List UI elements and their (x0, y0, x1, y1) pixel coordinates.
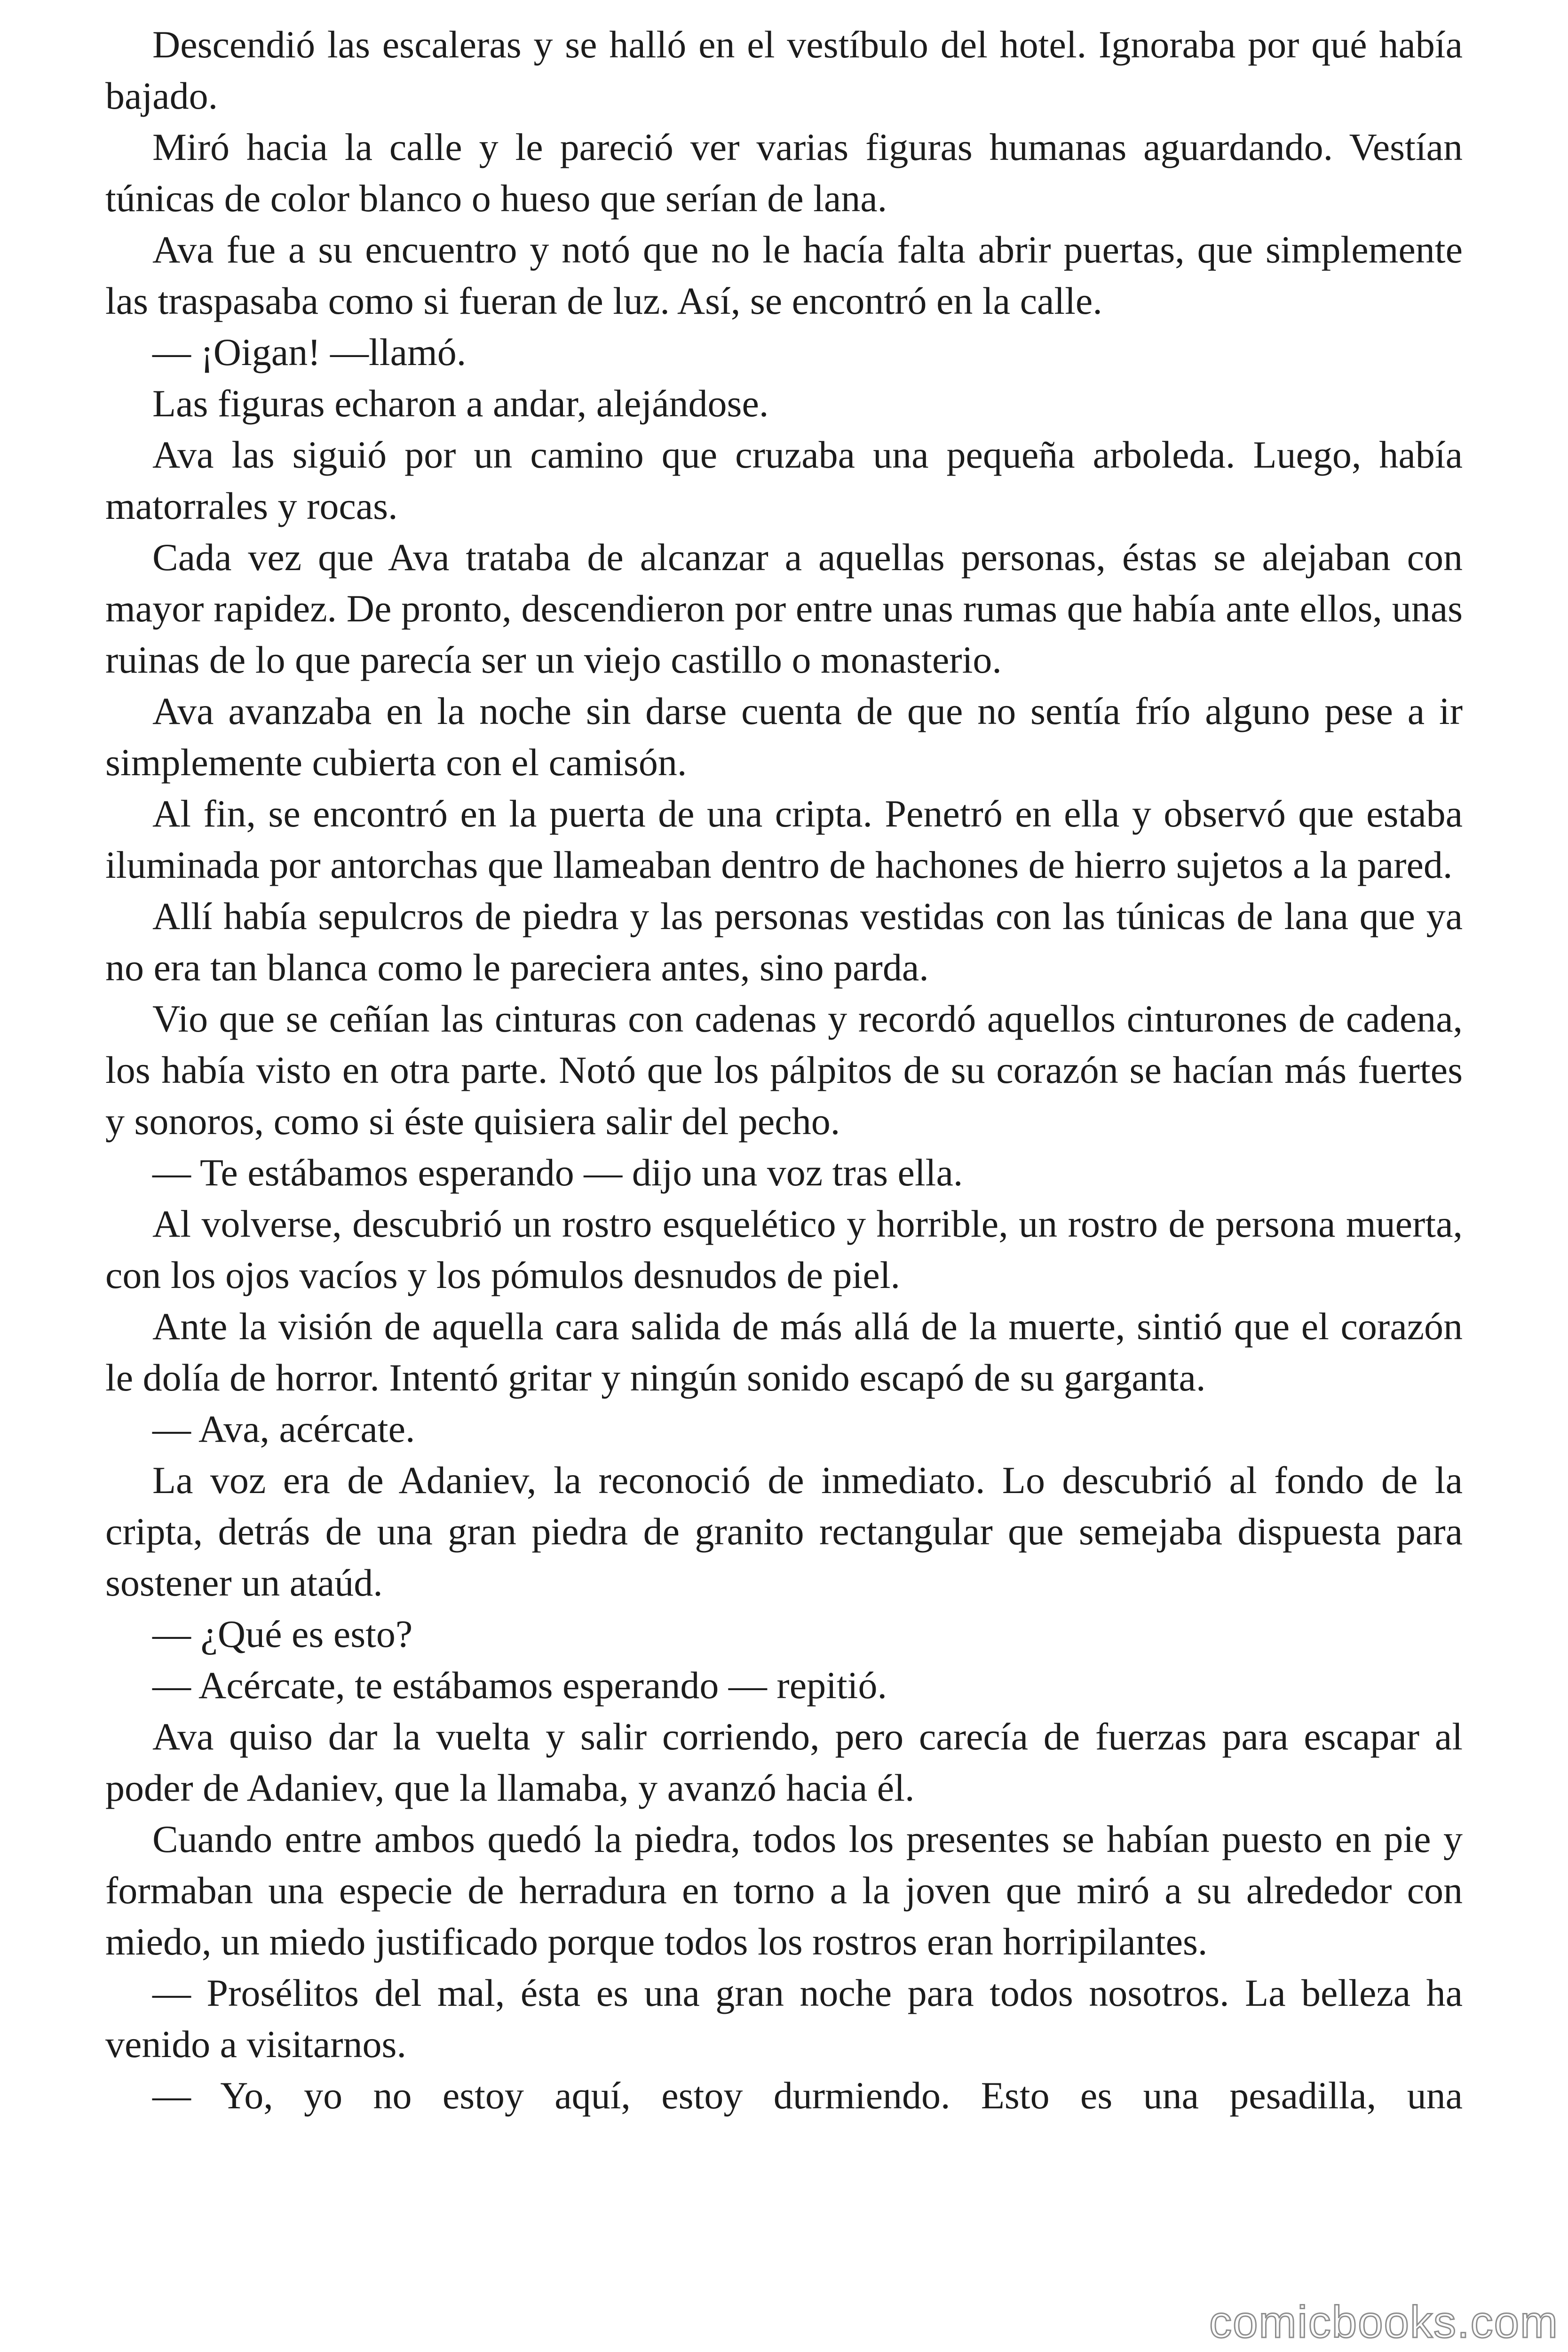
paragraph: Cuando entre ambos quedó la piedra, todos los presentes se habían puesto en pie y formaban una especie de herradura en torno a la joven que miró a su alrededor con miedo, un miedo justificado porque todos los rostros eran horripilantes. (105, 1818, 1463, 1963)
paragraph: — ¿Qué es esto? (152, 1613, 413, 1655)
paragraph: Ava quiso dar la vuelta y salir corriendo, pero carecía de fuerzas para escapar al poder de Adaniev, que la llamaba, y avanzó hacia él. (105, 1715, 1463, 1809)
paragraph: — ¡Oigan! —llamó. (152, 331, 467, 373)
paragraph: Al volverse, descubrió un rostro esquelético y horrible, un rostro de persona muerta, con los ojos vacíos y los pómulos desnudos de piel. (105, 1202, 1463, 1296)
watermark: comicbooks.com (1209, 2297, 1559, 2347)
paragraph: Ava avanzaba en la noche sin darse cuenta de que no sentía frío alguno pese a ir simplemente cubierta con el camisón. (105, 690, 1463, 784)
paragraph: — Yo, yo no estoy aquí, estoy durmiendo. Esto es una pesadilla, una (152, 2074, 1463, 2117)
paragraph: Ava las siguió por un camino que cruzaba una pequeña arboleda. Luego, había matorrales y rocas. (105, 433, 1463, 527)
paragraph: Ava fue a su encuentro y notó que no le hacía falta abrir puertas, que simplemente las traspasaba como si fueran de luz. Así, se encontró en la calle. (105, 228, 1463, 322)
paragraph: Vio que se ceñían las cinturas con cadenas y recordó aquellos cinturones de cadena, los había visto en otra parte. Notó que los pálpitos de su corazón se hacían más fuertes y sonoros, como si éste quisiera salir del pecho. (105, 997, 1463, 1143)
paragraph: — Te estábamos esperando — dijo una voz tras ella. (152, 1151, 963, 1194)
paragraph: Las figuras echaron a andar, alejándose. (152, 382, 769, 425)
page-text (105, 19, 1463, 2121)
paragraph: La voz era de Adaniev, la reconoció de inmediato. Lo descubrió al fondo de la cripta, detrás de una gran piedra de granito rectangular que semejaba dispuesta para sostener un ataúd. (105, 1459, 1463, 1604)
paragraph: Al fin, se encontró en la puerta de una cripta. Penetró en ella y observó que estaba iluminada por antorchas que llameaban dentro de hachones de hierro sujetos a la pared. (105, 792, 1463, 886)
paragraph: — Ava, acércate. (152, 1407, 415, 1450)
paragraph: — Acércate, te estábamos esperando — repitió. (152, 1664, 887, 1707)
paragraph: Ante la visión de aquella cara salida de más allá de la muerte, sintió que el corazón le dolía de horror. Intentó gritar y ningún sonido escapó de su garganta. (105, 1305, 1463, 1399)
paragraph: Descendió las escaleras y se halló en el vestíbulo del hotel. Ignoraba por qué había bajado. (105, 23, 1463, 117)
paragraph: Allí había sepulcros de piedra y las personas vestidas con las túnicas de lana que ya no era tan blanca como le pareciera antes, sino parda. (105, 895, 1463, 989)
paragraph: Cada vez que Ava trataba de alcanzar a aquellas personas, éstas se alejaban con mayor rapidez. De pronto, descendieron por entre unas rumas que había ante ellos, unas ruinas de lo que parecía ser un viejo castillo o monasterio. (105, 536, 1463, 681)
paragraph: — Prosélitos del mal, ésta es una gran noche para todos nosotros. La belleza ha venido a visitarnos. (105, 1971, 1463, 2066)
paragraph: Miró hacia la calle y le pareció ver varias figuras humanas aguardando. Vestían túnicas de color blanco o hueso que serían de lana. (105, 126, 1463, 220)
